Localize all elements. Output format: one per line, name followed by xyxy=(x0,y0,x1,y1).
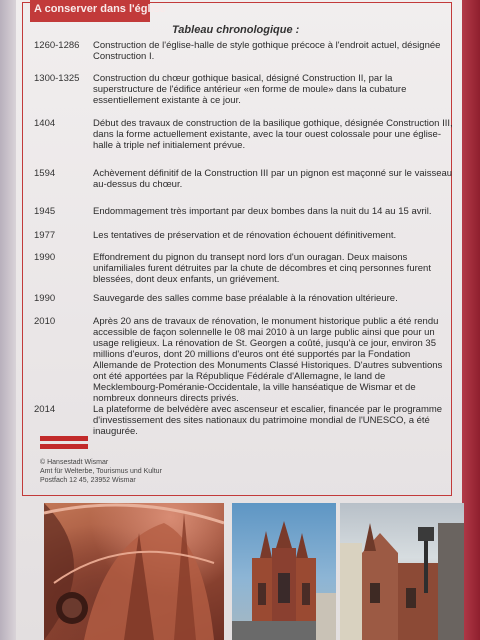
footer-line: © Hansestadt Wismar xyxy=(40,459,109,466)
timeline-text: Après 20 ans de travaux de rénovation, le monument historique public a été rendu accessible de façon solennelle le 08 mai 2010 à un large public ainsi que pour un usage religieux. La rénovation de St. Georgen a coûté, jusqu'à ce jour, environ 35 millions d'euros, dont 20 millions d'euros ont été supportés par la Fondation Allemande de Protection des Monuments Classé Historiques. D'autres subventions ont été apportées par la République Fédérale d'Allemagne, le land de Mecklembourg-Poméranie-Occidentale, la ville hanséatique de Wismar et de nombreux donneurs directs privés. xyxy=(93,316,443,404)
street-illustration xyxy=(340,503,464,640)
timeline-text: Les tentatives de préservation et de rénovation échouent définitivement. xyxy=(93,230,397,241)
church-illustration xyxy=(232,503,336,640)
timeline-year: 1990 xyxy=(34,293,56,304)
wismar-logo xyxy=(40,436,88,452)
vault-illustration xyxy=(44,503,224,640)
timeline-year: 1990 xyxy=(34,252,56,263)
timeline-year: 1977 xyxy=(34,230,56,241)
timeline-year: 1300-1325 xyxy=(34,73,80,84)
photo-street-view xyxy=(340,503,464,640)
photo-church-tower xyxy=(232,503,336,640)
timeline-text: Construction de l'église-halle de style gothique précoce à l'endroit actuel, désignée Construction I. xyxy=(93,40,441,62)
timeline-text: Construction du chœur gothique basical, désigné Construction II, par la superstructure de l'édifice antérieur «en forme de moule» dans la cubature essentiellement existante à ce jour. xyxy=(93,73,407,106)
red-page-edge xyxy=(462,0,480,640)
timeline-text: Début des travaux de construction de la basilique gothique, désignée Construction III, dans la forme actuellement existante, avec la tour ouest colossale pour une église-halle à triple nef initialement prévue. xyxy=(93,118,453,151)
footer-credits xyxy=(40,458,162,485)
timeline-year: 2010 xyxy=(34,316,56,327)
timeline-year: 1404 xyxy=(34,118,56,129)
timeline-year: 1594 xyxy=(34,168,56,179)
timeline-text: Sauvegarde des salles comme base préalable à la rénovation ultérieure. xyxy=(93,293,398,304)
timeline-text: Endommagement très important par deux bombes dans la nuit du 14 au 15 avril. xyxy=(93,206,432,217)
timeline-text: Effondrement du pignon du transept nord lors d'un ouragan. Deux maisons unifamiliales furent détruites par la chute de décombres et cinq personnes furent blessées, dont deux enfants, un griévement. xyxy=(93,252,431,285)
left-background xyxy=(0,0,16,640)
timeline-year: 1260-1286 xyxy=(34,40,80,51)
section-title: A conserver dans l'église xyxy=(34,3,166,15)
footer-line: Postfach 12 45, 23952 Wismar xyxy=(40,477,136,484)
table-title: Tableau chronologique : xyxy=(172,24,300,36)
footer-line: Amt für Welterbe, Tourismus und Kultur xyxy=(40,468,162,475)
timeline-year: 1945 xyxy=(34,206,56,217)
photo-interior-vault xyxy=(44,503,224,640)
logo-stripe xyxy=(40,444,88,449)
timeline-text: La plateforme de belvédère avec ascenseur et escalier, financée par le programme d'investissement des sites nationaux du patrimoine mondial de l'UNESCO, a été inaugurée. xyxy=(93,404,443,437)
logo-stripe xyxy=(40,436,88,441)
timeline-text: Achèvement définitif de la Construction III par un pignon est maçonné sur le vaisseau au-dessus du chœur. xyxy=(93,168,453,190)
timeline-year: 2014 xyxy=(34,404,56,415)
